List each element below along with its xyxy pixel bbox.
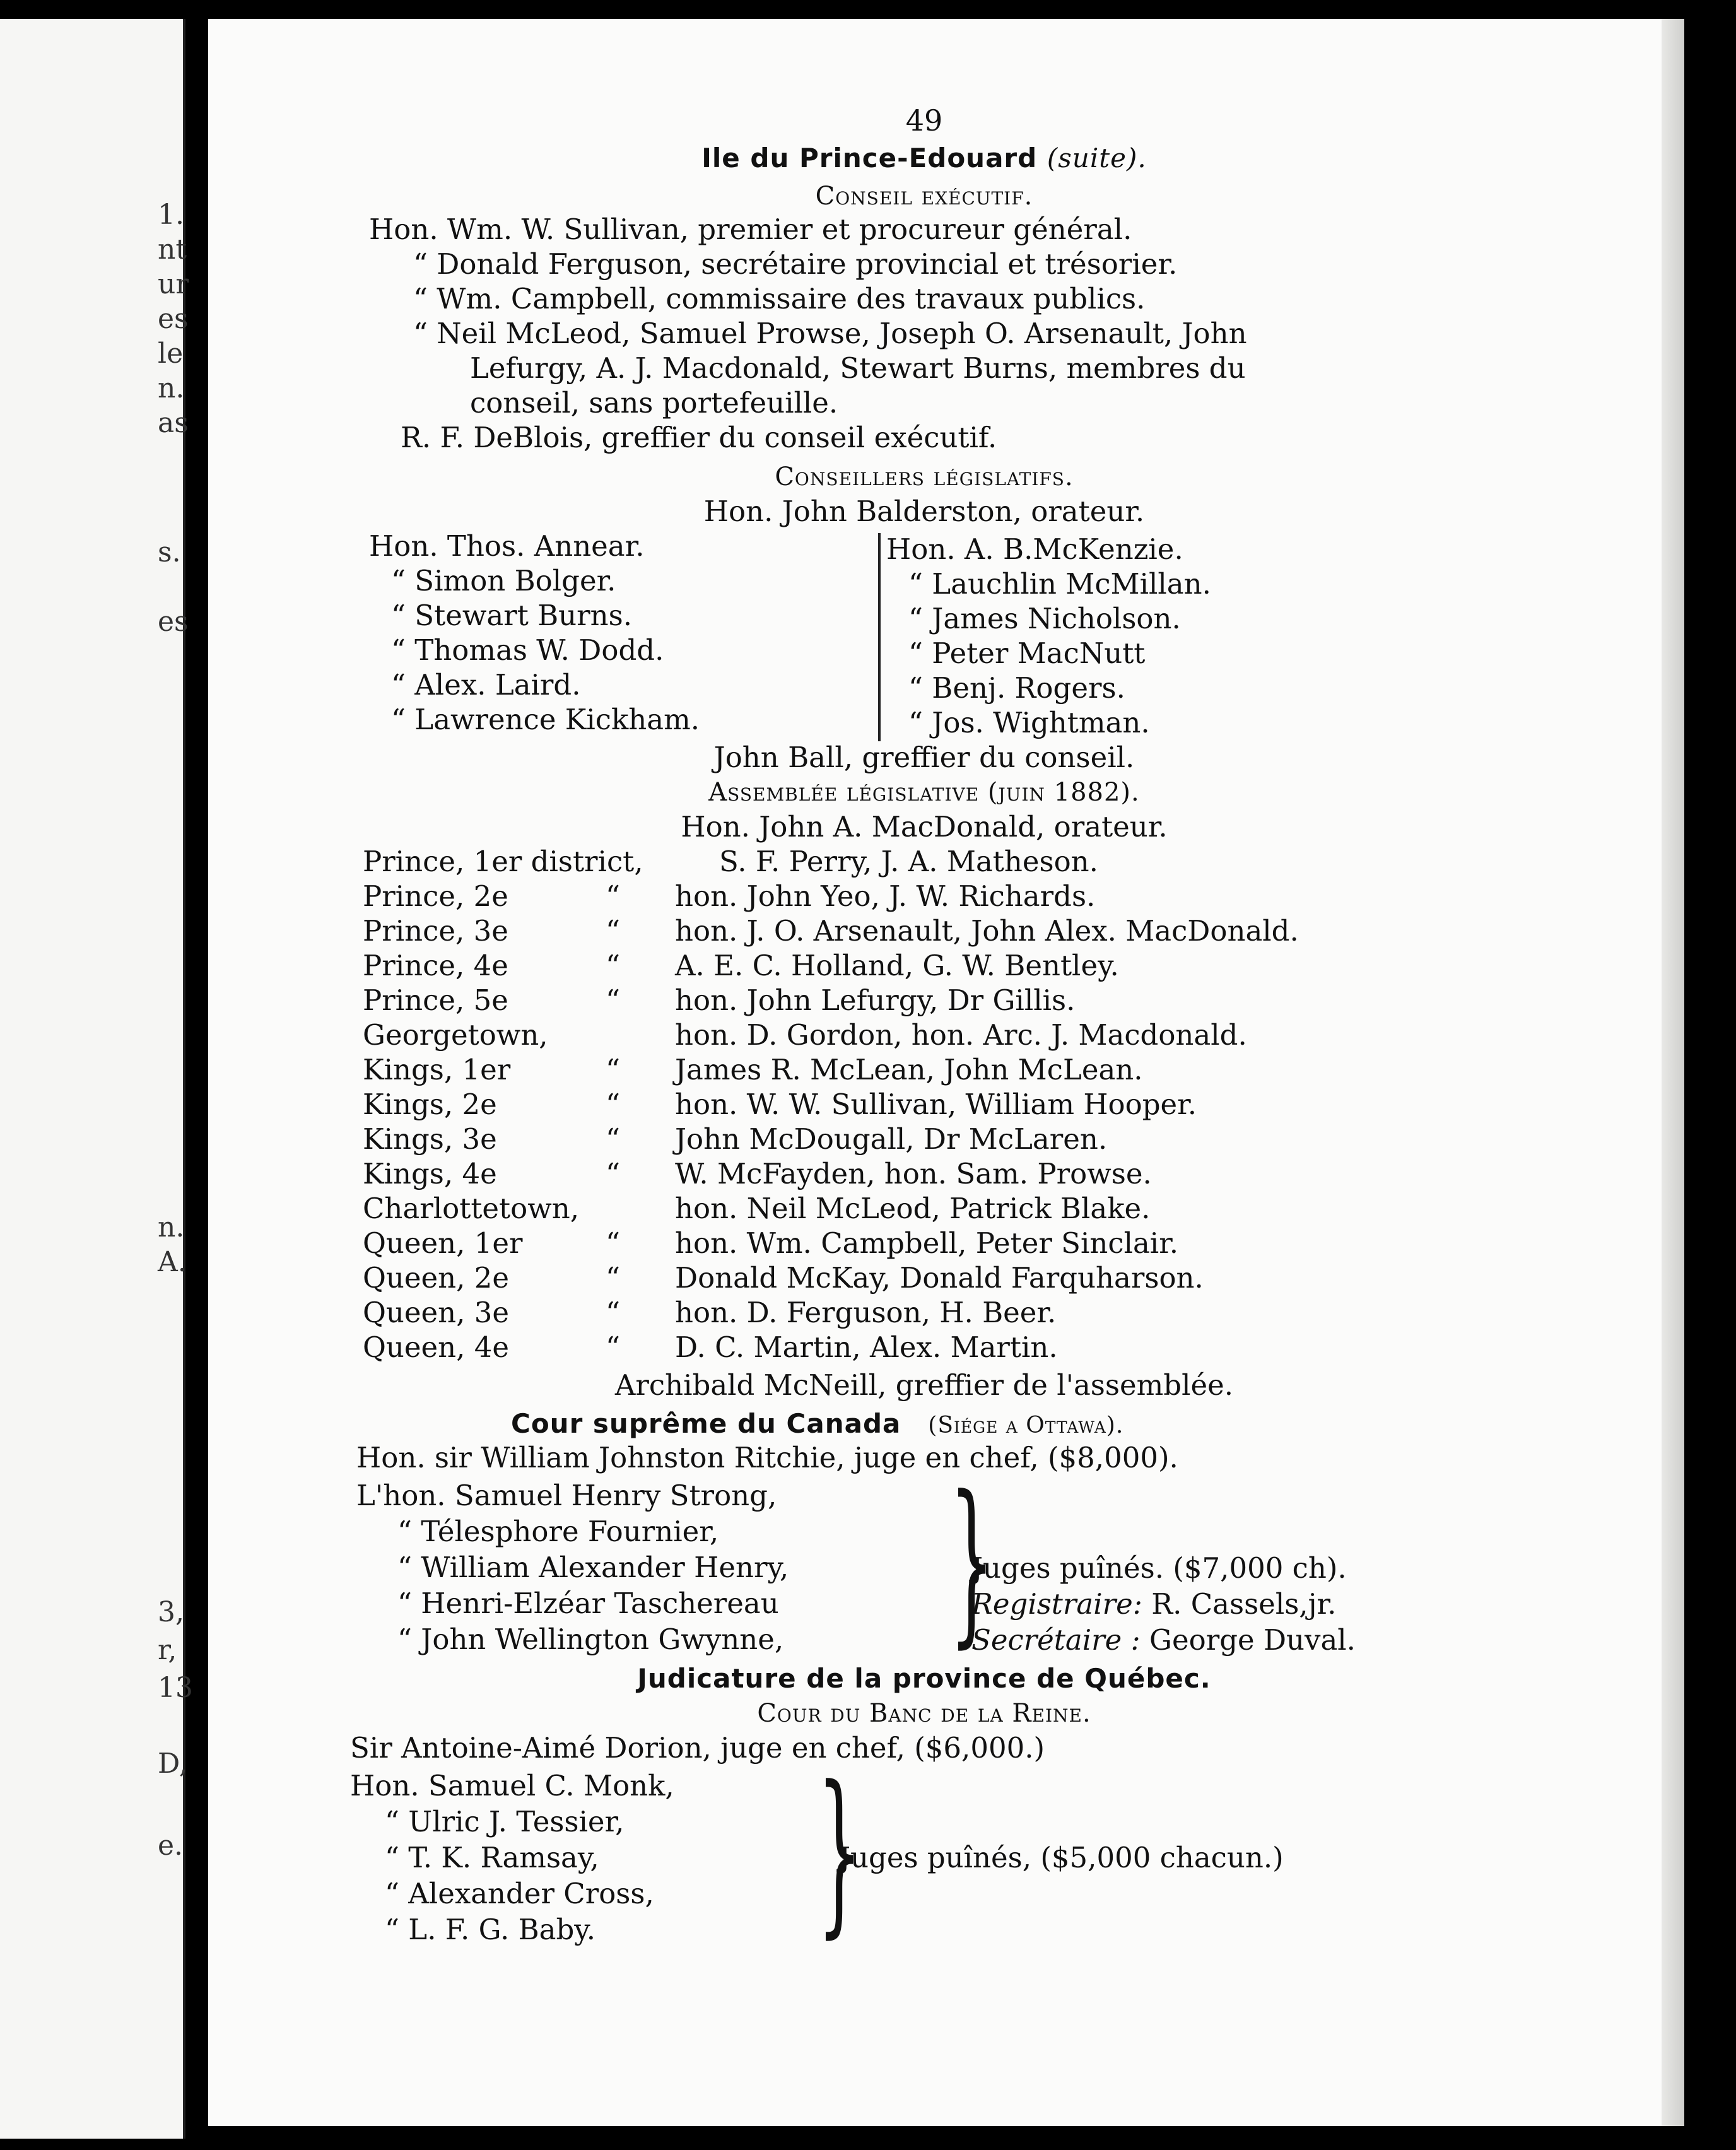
registrar-name: R. Cassels,jr.: [1151, 1587, 1337, 1621]
district-name: Queen, 4e: [363, 1331, 509, 1364]
ditto-mark: “: [606, 879, 621, 913]
book-page: [208, 19, 1684, 2126]
secretary-name: George Duval.: [1149, 1623, 1356, 1657]
district-members: W. McFayden, hon. Sam. Prowse.: [675, 1157, 1152, 1190]
supreme-judge: “ Télesphore Fournier,: [397, 1515, 719, 1548]
assembly-heading: Assemblée législative (juin 1882).: [708, 778, 1140, 807]
district-members: hon. John Lefurgy, Dr Gillis.: [675, 984, 1076, 1017]
assembly-clerk: Archibald McNeill, greffier de l'assemblée.: [614, 1368, 1234, 1402]
margin-fragment: r,: [158, 1634, 177, 1666]
ditto-mark: “: [606, 1331, 621, 1364]
column-divider: [878, 533, 881, 741]
supreme-judge: “ John Wellington Gwynne,: [397, 1623, 784, 1656]
margin-fragment: le: [158, 338, 184, 370]
district-members: hon. D. Gordon, hon. Arc. J. Macdonald.: [675, 1018, 1247, 1052]
executive-line: conseil, sans portefeuille.: [470, 386, 838, 420]
district-members: hon. W. W. Sullivan, William Hooper.: [675, 1088, 1197, 1121]
district-name: Queen, 3e: [363, 1296, 509, 1329]
ditto-mark: “: [606, 1261, 621, 1295]
executive-line: Hon. Wm. W. Sullivan, premier et procureur général.: [369, 213, 1132, 246]
margin-fragment: 13: [158, 1672, 193, 1704]
council-member-left: “ Stewart Burns.: [391, 599, 633, 632]
district-members: James R. McLean, John McLean.: [675, 1053, 1143, 1086]
quebec-judge: “ Alexander Cross,: [385, 1877, 654, 1910]
margin-fragment: nt: [158, 233, 187, 266]
council-clerk: John Ball, greffier du conseil.: [713, 741, 1135, 774]
supreme-judge: “ William Alexander Henry,: [397, 1551, 789, 1584]
ditto-mark: “: [606, 1088, 621, 1121]
supreme-court-seat: (Siége a Ottawa).: [928, 1413, 1124, 1438]
district-members: John McDougall, Dr McLaren.: [675, 1122, 1108, 1156]
section-title-suffix: (suite).: [1047, 143, 1147, 173]
district-name: Kings, 1er: [363, 1053, 511, 1086]
district-name: Prince, 4e: [363, 949, 508, 982]
council-member-right: “ Benj. Rogers.: [908, 671, 1125, 705]
district-members: hon. Neil McLeod, Patrick Blake.: [675, 1192, 1151, 1225]
ditto-mark: “: [606, 949, 621, 982]
ditto-mark: “: [606, 1122, 621, 1156]
ditto-mark: “: [606, 914, 621, 948]
margin-fragment: n.: [158, 372, 185, 404]
quebec-subheading: Cour du Banc de la Reine.: [757, 1699, 1091, 1728]
margin-fragment: D,: [158, 1748, 188, 1780]
ditto-mark: “: [606, 1296, 621, 1329]
supreme-chief-justice: Hon. sir William Johnston Ritchie, juge en chef, ($8,000).: [356, 1441, 1178, 1474]
district-members: A. E. C. Holland, G. W. Bentley.: [675, 949, 1119, 982]
quebec-brace: }: [817, 1749, 862, 1954]
quebec-judge: “ L. F. G. Baby.: [385, 1913, 596, 1946]
council-member-right: “ James Nicholson.: [908, 602, 1181, 635]
district-name: Georgetown,: [363, 1018, 548, 1052]
executive-line: Lefurgy, A. J. Macdonald, Stewart Burns, membres du: [470, 351, 1246, 385]
district-members: D. C. Martin, Alex. Martin.: [675, 1331, 1058, 1364]
ditto-mark: “: [606, 1053, 621, 1086]
district-members: hon. D. Ferguson, H. Beer.: [675, 1296, 1057, 1329]
district-name: Prince, 1er district,: [363, 845, 643, 878]
council-member-left: “ Thomas W. Dodd.: [391, 633, 664, 667]
council-member-left: “ Simon Bolger.: [391, 564, 616, 597]
supreme-court-heading-line: [511, 1407, 1123, 1442]
district-name: Prince, 2e: [363, 879, 508, 913]
district-name: Kings, 4e: [363, 1157, 497, 1190]
quebec-judge: “ T. K. Ramsay,: [385, 1841, 599, 1874]
council-member-right: “ Lauchlin McMillan.: [908, 567, 1211, 601]
margin-fragment: e.: [158, 1830, 184, 1862]
council-member-left: “ Lawrence Kickham.: [391, 703, 700, 736]
district-members: S. F. Perry, J. A. Matheson.: [719, 845, 1098, 878]
executive-line: “ Donald Ferguson, secrétaire provincial et trésorier.: [413, 247, 1178, 281]
quebec-heading: Judicature de la province de Québec.: [637, 1663, 1211, 1694]
margin-fragment: as: [158, 407, 189, 439]
district-name: Prince, 3e: [363, 914, 508, 948]
executive-line: “ Wm. Campbell, commissaire des travaux publics.: [413, 282, 1146, 315]
quebec-judge: Hon. Samuel C. Monk,: [350, 1769, 674, 1802]
council-member-left: Hon. Thos. Annear.: [369, 529, 645, 563]
council-member-right: “ Peter MacNutt: [908, 637, 1146, 670]
district-members: hon. John Yeo, J. W. Richards.: [675, 879, 1096, 913]
district-members: Donald McKay, Donald Farquharson.: [675, 1261, 1204, 1295]
registrar-line: [971, 1588, 1336, 1621]
facing-page-margin: [0, 19, 193, 2139]
supreme-judge: L'hon. Samuel Henry Strong,: [356, 1479, 777, 1512]
section-title-main: Ile du Prince-Edouard: [701, 143, 1038, 173]
margin-fragment: 1.: [158, 199, 184, 231]
quebec-puisne-note: Juges puînés, ($5,000 chacun.): [839, 1841, 1284, 1874]
ditto-mark: “: [606, 1157, 621, 1190]
district-name: Kings, 2e: [363, 1088, 497, 1121]
margin-fragment: s.: [158, 536, 181, 568]
quebec-judge: “ Ulric J. Tessier,: [385, 1805, 625, 1838]
supreme-court-heading: Cour suprême du Canada: [511, 1408, 901, 1439]
district-members: hon. Wm. Campbell, Peter Sinclair.: [675, 1226, 1179, 1260]
page-number: 49: [905, 103, 943, 138]
council-member-left: “ Alex. Laird.: [391, 668, 581, 702]
supreme-brace: }: [949, 1459, 995, 1664]
district-name: Prince, 5e: [363, 984, 508, 1017]
legislative-council-speaker: Hon. John Balderston, orateur.: [703, 495, 1145, 528]
supreme-puisne-note: Juges puînés. ($7,000 ch).: [971, 1551, 1347, 1585]
quebec-chief-justice: Sir Antoine-Aimé Dorion, juge en chef, ($6,000.): [350, 1731, 1045, 1765]
executive-heading: Conseil exécutif.: [815, 182, 1033, 211]
section-title: [208, 142, 1640, 175]
margin-fragment: A.: [158, 1246, 187, 1278]
legislative-council-heading: Conseillers législatifs.: [775, 462, 1074, 491]
assembly-speaker: Hon. John A. MacDonald, orateur.: [681, 810, 1168, 843]
district-name: Charlottetown,: [363, 1192, 580, 1225]
ditto-mark: “: [606, 984, 621, 1017]
margin-fragment: es: [158, 303, 189, 335]
margin-fragment: 3,: [158, 1596, 184, 1628]
secretary-line: [971, 1624, 1356, 1657]
executive-line: R. F. DeBlois, greffier du conseil exécutif.: [401, 421, 997, 454]
district-name: Queen, 2e: [363, 1261, 509, 1295]
supreme-judge: “ Henri-Elzéar Taschereau: [397, 1587, 779, 1620]
district-name: Kings, 3e: [363, 1122, 497, 1156]
margin-fragment: es: [158, 606, 189, 638]
council-member-right: Hon. A. B.McKenzie.: [886, 532, 1183, 566]
district-name: Queen, 1er: [363, 1226, 523, 1260]
executive-line: “ Neil McLeod, Samuel Prowse, Joseph O. Arsenault, John: [413, 317, 1247, 350]
district-members: hon. J. O. Arsenault, John Alex. MacDonald.: [675, 914, 1299, 948]
secretary-label: Secrétaire :: [971, 1623, 1141, 1657]
ditto-mark: “: [606, 1226, 621, 1260]
registrar-label: Registraire:: [971, 1587, 1142, 1621]
margin-fragment: n.: [158, 1211, 185, 1243]
council-member-right: “ Jos. Wightman.: [908, 706, 1150, 739]
margin-fragment: ur: [158, 268, 189, 300]
